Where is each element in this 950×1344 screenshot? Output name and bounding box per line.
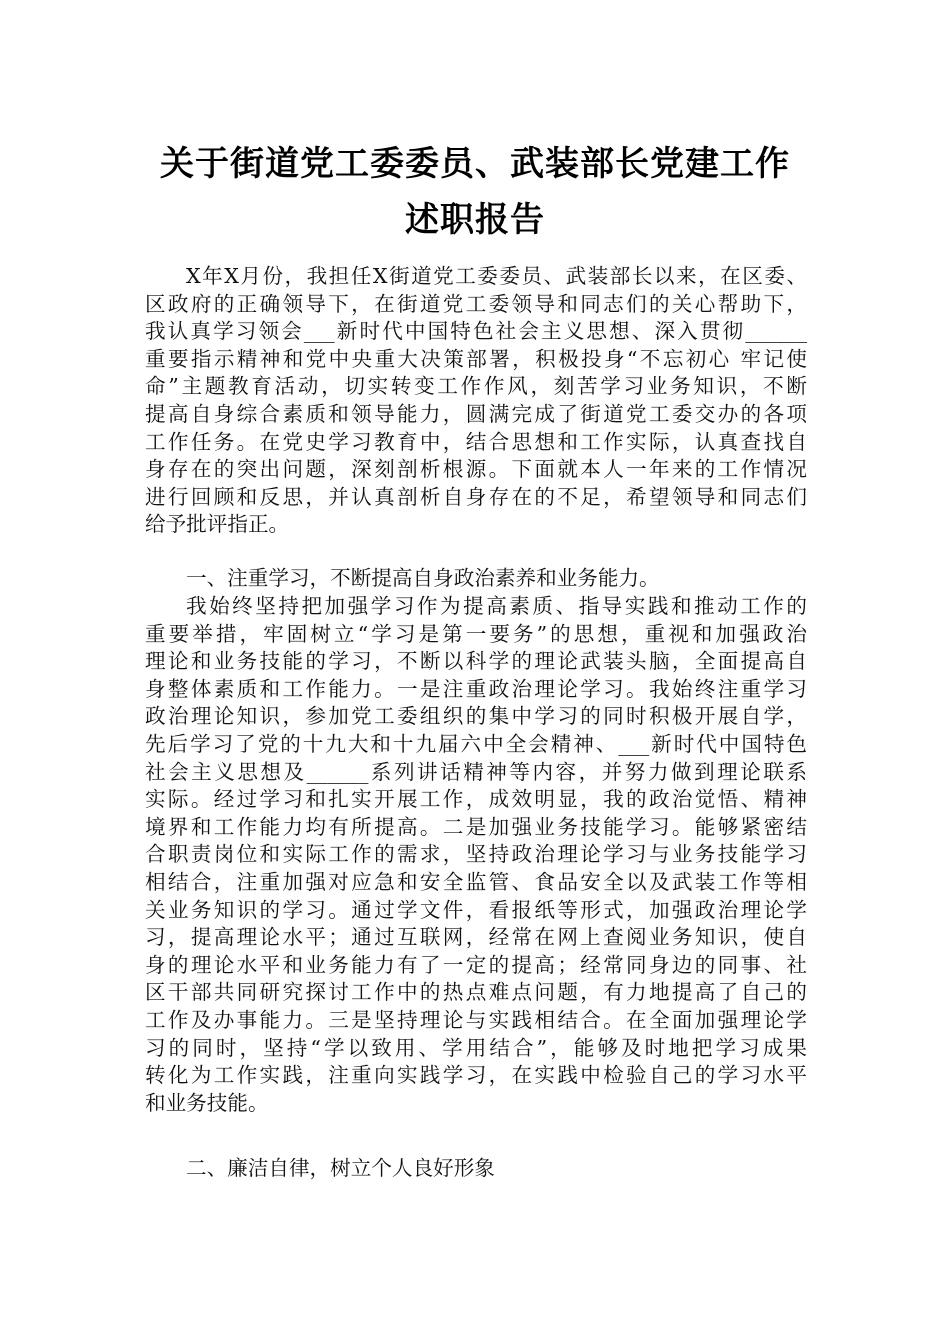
paragraph-line: 政治理论知识，参加党工委组织的集中学习的同时积极开展自学， xyxy=(145,704,807,729)
paragraph-line: 和业务技能。 xyxy=(145,1090,269,1115)
paragraph-line: 境界和工作能力均有所提高。二是加强业务技能学习。能够紧密结 xyxy=(145,814,807,839)
paragraph-line: 实际。经过学习和扎实开展工作，成效明显，我的政治觉悟、精神 xyxy=(145,787,807,812)
paragraph-line: 习的同时，坚持“学以致用、学用结合”，能够及时地把学习成果 xyxy=(145,1035,807,1060)
paragraph-line: 我始终坚持把加强学习作为提高素质、指导实践和推动工作的 xyxy=(186,594,807,618)
paragraph-line: 重要指示精神和党中央重大决策部署，积极投身“不忘初心 牢记使 xyxy=(145,346,807,371)
document-title-line-1: 关于街道党工委委员、武装部长党建工作 xyxy=(160,144,790,184)
paragraph-line: 身整体素质和工作能力。一是注重政治理论学习。我始终注重学习 xyxy=(145,676,807,701)
paragraph-line: 我认真学习领会___新时代中国特色社会主义思想、深入贯彻______ xyxy=(145,319,807,344)
paragraph-line: 理论和业务技能的学习，不断以科学的理论武装头脑，全面提高自 xyxy=(145,649,807,674)
section-1-paragraph xyxy=(145,593,807,1117)
paragraph-line: 关业务知识的学习。通过学文件，看报纸等形式，加强政治理论学 xyxy=(145,897,807,922)
paragraph-line: 区政府的正确领导下，在街道党工委领导和同志们的关心帮助下， xyxy=(145,291,807,316)
paragraph-line: 提高自身综合素质和领导能力，圆满完成了街道党工委交办的各项 xyxy=(145,401,807,426)
paragraph-line: 习，提高理论水平；通过互联网，经常在网上查阅业务知识，使自 xyxy=(145,925,807,950)
paragraph-line: 先后学习了党的十九大和十九届六中全会精神、___新时代中国特色 xyxy=(145,731,807,756)
paragraph-line: 身的理论水平和业务能力有了一定的提高；经常同身边的同事、社 xyxy=(145,952,807,977)
section-1-heading: 一、注重学习，不断提高自身政治素养和业务能力。 xyxy=(186,566,660,590)
paragraph-line: 命”主题教育活动，切实转变工作作风，刻苦学习业务知识，不断 xyxy=(145,374,807,399)
section-2-heading-block xyxy=(145,1155,807,1183)
intro-paragraph xyxy=(145,263,807,539)
section-2-heading: 二、廉洁自律，树立个人良好形象 xyxy=(186,1156,495,1180)
section-1-heading-block xyxy=(145,565,807,593)
paragraph-line: 进行回顾和反思，并认真剖析自身存在的不足，希望领导和同志们 xyxy=(145,484,807,509)
paragraph-line: 工作任务。在党史学习教育中，结合思想和工作实际，认真查找自 xyxy=(145,429,807,454)
paragraph-line: 给予批评指正。 xyxy=(145,512,290,537)
paragraph-line: 身存在的突出问题，深刻剖析根源。下面就本人一年来的工作情况 xyxy=(145,457,807,482)
paragraph-line: 工作及办事能力。三是坚持理论与实践相结合。在全面加强理论学 xyxy=(145,1007,807,1032)
paragraph-line: 合职责岗位和实际工作的需求，坚持政治理论学习与业务技能学习 xyxy=(145,842,807,867)
paragraph-line: 相结合，注重加强对应急和安全监管、食品安全以及武装工作等相 xyxy=(145,869,807,894)
paragraph-line: 社会主义思想及______系列讲话精神等内容，并努力做到理论联系 xyxy=(145,759,807,784)
paragraph-line: 转化为工作实践，注重向实践学习，在实践中检验自己的学习水平 xyxy=(145,1063,807,1088)
paragraph-line: 重要举措，牢固树立“学习是第一要务”的思想，重视和加强政治 xyxy=(145,621,807,646)
document-title-line-2: 述职报告 xyxy=(405,200,545,240)
paragraph-line: 区干部共同研究探讨工作中的热点难点问题，有力地提高了自己的 xyxy=(145,980,807,1005)
paragraph-line: X年X月份，我担任X街道党工委委员、武装部长以来，在区委、 xyxy=(186,264,807,288)
